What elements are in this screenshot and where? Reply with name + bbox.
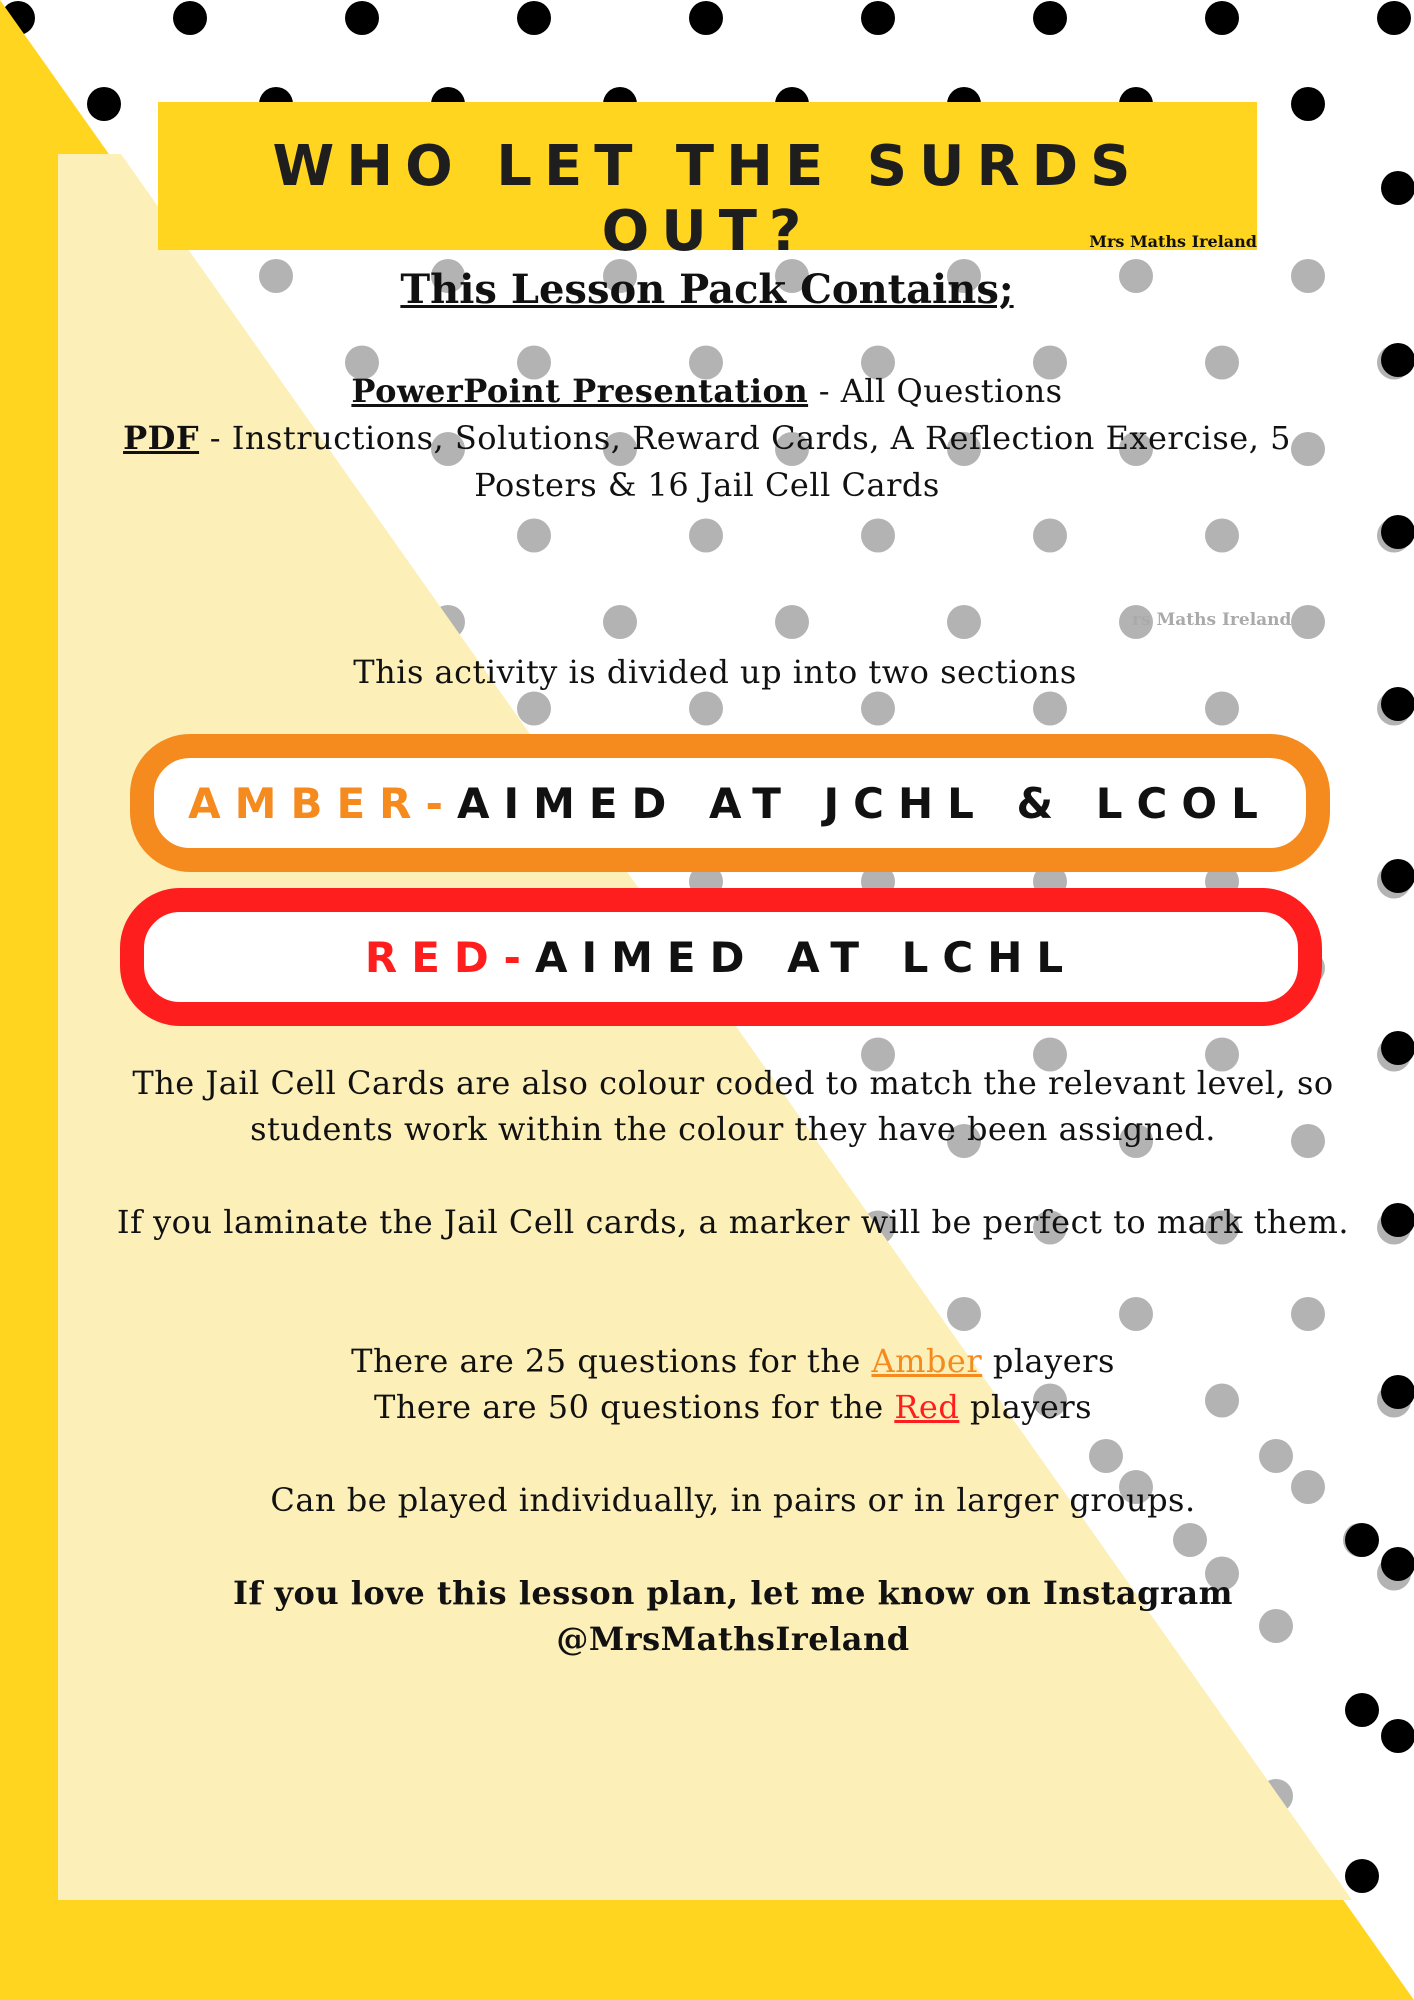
polka-dot xyxy=(1173,1523,1207,1557)
polka-dot xyxy=(173,1,207,35)
polka-dot xyxy=(1259,1439,1293,1473)
pdf-line xyxy=(100,415,1314,509)
amber-count-line xyxy=(110,1338,1356,1384)
polka-dot xyxy=(1381,1547,1414,1581)
polka-dot xyxy=(947,605,981,639)
polka-dot xyxy=(517,519,551,553)
polka-dot xyxy=(1205,1,1239,35)
red-label: RED- xyxy=(364,932,535,982)
contents-heading: This Lesson Pack Contains; xyxy=(400,266,1014,313)
polka-dot xyxy=(1381,1203,1414,1237)
polka-dot xyxy=(861,692,895,726)
amber-section-box xyxy=(130,734,1330,872)
polka-dot xyxy=(1381,343,1414,377)
polka-dot xyxy=(1381,1719,1414,1753)
red-word: Red xyxy=(894,1388,960,1426)
amber-count-pre: There are 25 questions for the xyxy=(351,1342,872,1380)
author-credit: Mrs Maths Ireland xyxy=(1089,232,1257,251)
polka-dot xyxy=(1205,519,1239,553)
title-banner xyxy=(158,102,1257,264)
instagram-handle: @MrsMathsIreland xyxy=(556,1620,910,1658)
red-count-pre: There are 50 questions for the xyxy=(373,1388,895,1426)
polka-dot xyxy=(1381,171,1414,205)
laminate-paragraph: If you laminate the Jail Cell cards, a marker will be perfect to mark them. xyxy=(116,1203,1350,1241)
polka-dot xyxy=(1119,1297,1153,1331)
red-count-post: players xyxy=(959,1388,1093,1426)
polka-dot xyxy=(1381,515,1414,549)
polka-dot xyxy=(1381,1375,1414,1409)
polka-dot xyxy=(1089,1439,1123,1473)
polka-dot xyxy=(517,692,551,726)
contents-list xyxy=(100,368,1314,509)
pdf-text: - Instructions, Solutions, Reward Cards, A Reflection Exercise, 5 Posters & 16 Jail Cell Cards xyxy=(199,419,1291,504)
polka-dot xyxy=(775,605,809,639)
amber-description: AIMED AT JCHL & LCOL xyxy=(456,778,1272,828)
powerpoint-line xyxy=(100,368,1314,415)
powerpoint-text: - All Questions xyxy=(808,372,1063,410)
polka-dot xyxy=(689,692,723,726)
polka-dot xyxy=(1033,692,1067,726)
amber-section-text xyxy=(154,758,1306,848)
amber-word: Amber xyxy=(871,1342,983,1380)
pdf-label: PDF xyxy=(123,419,200,457)
instagram-line: If you love this lesson plan, let me know on Instagram xyxy=(233,1574,1233,1612)
red-section-text xyxy=(144,912,1298,1002)
polka-dot xyxy=(1381,687,1414,721)
powerpoint-label: PowerPoint Presentation xyxy=(351,372,809,410)
polka-dot xyxy=(689,1,723,35)
polka-dot xyxy=(947,1297,981,1331)
polka-dot xyxy=(1291,87,1325,121)
red-count-line xyxy=(110,1384,1356,1430)
polka-dot xyxy=(1205,692,1239,726)
polka-dot xyxy=(1033,519,1067,553)
polka-dot xyxy=(517,1,551,35)
polka-dot xyxy=(1377,1,1411,35)
amber-label: AMBER- xyxy=(188,778,457,828)
polka-dot xyxy=(345,1,379,35)
amber-count-post: players xyxy=(982,1342,1115,1380)
jail-cards-paragraph: The Jail Cell Cards are also colour coded to match the relevant level, so students work within the colour they have been assigned. xyxy=(132,1064,1334,1148)
polka-dot xyxy=(861,1,895,35)
polka-dot xyxy=(1345,1523,1379,1557)
polka-dot xyxy=(1381,1031,1414,1065)
polka-dot xyxy=(603,605,637,639)
watermark-credit: rs Maths Ireland xyxy=(1132,610,1292,630)
instagram-callout xyxy=(110,1570,1356,1662)
polka-dot xyxy=(1345,1693,1379,1727)
question-counts xyxy=(110,1338,1356,1430)
red-section-box xyxy=(120,888,1322,1026)
polka-dot xyxy=(1381,859,1414,893)
polka-dot xyxy=(87,87,121,121)
polka-dot xyxy=(689,519,723,553)
red-description: AIMED AT LCHL xyxy=(534,932,1078,982)
page-title: WHO LET THE SURDS OUT? xyxy=(272,134,1143,264)
sections-intro: This activity is divided up into two sections xyxy=(353,653,1077,691)
polka-dot xyxy=(1291,605,1325,639)
polka-dot xyxy=(861,519,895,553)
polka-dot xyxy=(1291,1297,1325,1331)
polka-dot xyxy=(1033,1,1067,35)
polka-dot xyxy=(1345,1859,1379,1893)
groups-paragraph: Can be played individually, in pairs or in larger groups. xyxy=(270,1481,1196,1519)
